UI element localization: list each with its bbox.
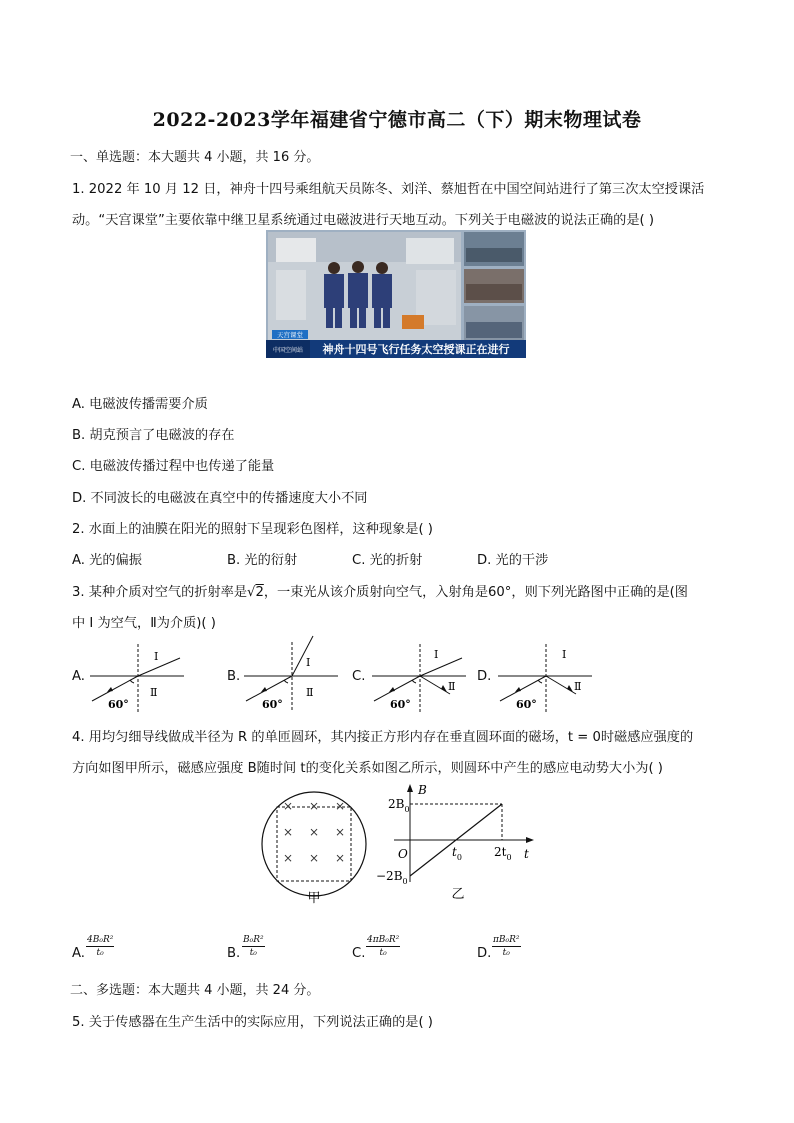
angle-60: 60°: [108, 698, 129, 711]
q4-option-a-letter: A.: [72, 946, 85, 961]
page-title: 2022-2023学年福建省宁德市高二（下）期末物理试卷: [152, 109, 642, 131]
x-end-label: $2t_0$: [494, 845, 512, 862]
q3-diagram-a: [86, 638, 186, 714]
label-air: I: [434, 648, 439, 661]
q4-stem-line2: 方向如图甲所示，磁感应强度 B随时间 t的变化关系如图乙所示，则圆环中产生的感应电动势大小为( ): [72, 761, 663, 776]
q3-stem-line2: 中 I 为空气，Ⅱ为介质)( ): [72, 616, 216, 631]
q2-stem: 2. 水面上的油膜在阳光的照射下呈现彩色图样，这种现象是( ): [72, 522, 433, 537]
q3-diagram-b: [240, 632, 340, 714]
svg-text:×: ×: [334, 799, 346, 813]
q4-figure-graph: [374, 780, 540, 906]
q2-option-b: B. 光的衍射: [227, 553, 298, 568]
label-air: I: [154, 650, 159, 663]
q1-stem-line1: 1. 2022 年 10 月 12 日，神舟十四号乘组航天员陈冬、刘洋、蔡旭哲在中国空间站进行了第三次太空授课活: [72, 182, 705, 197]
label-medium: Ⅱ: [448, 680, 456, 693]
q1-option-a: A. 电磁波传播需要介质: [72, 397, 208, 412]
q3-diagram-d: [494, 638, 594, 714]
photo-logo: 中国空间站: [272, 347, 304, 354]
origin-label: O: [398, 847, 408, 861]
q4-option-c-letter: C.: [352, 946, 366, 961]
x-mid-label: $t_0$: [452, 845, 462, 862]
label-medium: Ⅱ: [574, 680, 582, 693]
svg-text:×: ×: [334, 825, 346, 839]
sqrt-sign: √: [247, 585, 256, 600]
q3-stem-part2: ，一束光从该介质射向空气，入射角是60°，则下列光路图中正确的是(图: [263, 585, 688, 600]
label-medium: Ⅱ: [150, 686, 158, 699]
svg-text:×: ×: [282, 825, 294, 839]
y-axis-label: B: [418, 783, 427, 797]
section-single-choice-heading: 一、单选题：本大题共 4 小题，共 16 分。: [70, 150, 320, 165]
q3-option-d: D.: [477, 669, 492, 684]
photo-tag: 天宫课堂: [277, 331, 303, 339]
q4-option-c-fraction: $\frac{\text{4πB₀R²}}{\text{t₀}}$: [367, 935, 400, 958]
svg-text:×: ×: [282, 799, 294, 813]
q3-stem-line1: [72, 581, 688, 600]
q4-stem-line1: 4. 用均匀细导线做成半径为 R 的单匝圆环，其内接正方形内存在垂直圆环面的磁场，t = 0时磁感应强度的: [72, 730, 694, 745]
svg-text:×: ×: [308, 799, 320, 813]
angle-60: 60°: [262, 698, 283, 711]
section-multi-choice-heading: 二、多选题：本大题共 4 小题，共 24 分。: [70, 983, 320, 998]
q5-stem: 5. 关于传感器在生产生活中的实际应用，下列说法正确的是( ): [72, 1015, 433, 1030]
svg-text:×: ×: [282, 851, 294, 865]
svg-text:×: ×: [308, 851, 320, 865]
q3-option-b: B.: [227, 669, 241, 684]
photo-caption: 神舟十四号飞行任务太空授课正在进行: [322, 343, 510, 356]
q4-option-d-letter: D.: [477, 946, 492, 961]
y-top-label: $2B_0$: [388, 797, 410, 814]
label-air: I: [306, 656, 311, 669]
q1-stem-line2: 动。“天宫课堂”主要依靠中继卫星系统通过电磁波进行天地互动。下列关于电磁波的说法正确的是( ): [72, 213, 655, 228]
svg-text:×: ×: [308, 825, 320, 839]
q1-option-d: D. 不同波长的电磁波在真空中的传播速度大小不同: [72, 491, 368, 506]
angle-60: 60°: [390, 698, 411, 711]
fig-b-label: 乙: [451, 887, 465, 902]
space-classroom-image: [266, 230, 526, 358]
q4-option-a-fraction: $\frac{\text{4B₀R²}}{\text{t₀}}$: [87, 935, 114, 958]
q4-option-b-letter: B.: [227, 946, 241, 961]
q4-option-b-fraction: $\frac{\text{B₀R²}}{\text{t₀}}$: [243, 935, 264, 958]
q2-option-a: A. 光的偏振: [72, 553, 142, 568]
label-air: I: [562, 648, 567, 661]
q3-stem-part1: 3. 某种介质对空气的折射率是: [72, 585, 248, 600]
q3-option-a: A.: [72, 669, 85, 684]
y-bottom-label: $-2B_0$: [376, 869, 408, 886]
q3-diagram-c: [368, 638, 468, 714]
fig-a-label: 甲: [307, 891, 321, 906]
q1-option-b: B. 胡克预言了电磁波的存在: [72, 428, 235, 443]
q1-option-c: C. 电磁波传播过程中也传递了能量: [72, 459, 275, 474]
q2-option-c: C. 光的折射: [352, 553, 423, 568]
sqrt-value: 2: [255, 585, 264, 600]
q2-option-d: D. 光的干涉: [477, 553, 549, 568]
svg-text:×: ×: [334, 851, 346, 865]
label-medium: Ⅱ: [306, 686, 314, 699]
q1-photo: [266, 230, 526, 358]
q3-option-c: C.: [352, 669, 366, 684]
q4-option-d-fraction: $\frac{\text{πB₀R²}}{\text{t₀}}$: [493, 935, 520, 958]
angle-60: 60°: [516, 698, 537, 711]
q4-figure-ring: [258, 790, 370, 906]
x-axis-label: t: [524, 847, 529, 861]
